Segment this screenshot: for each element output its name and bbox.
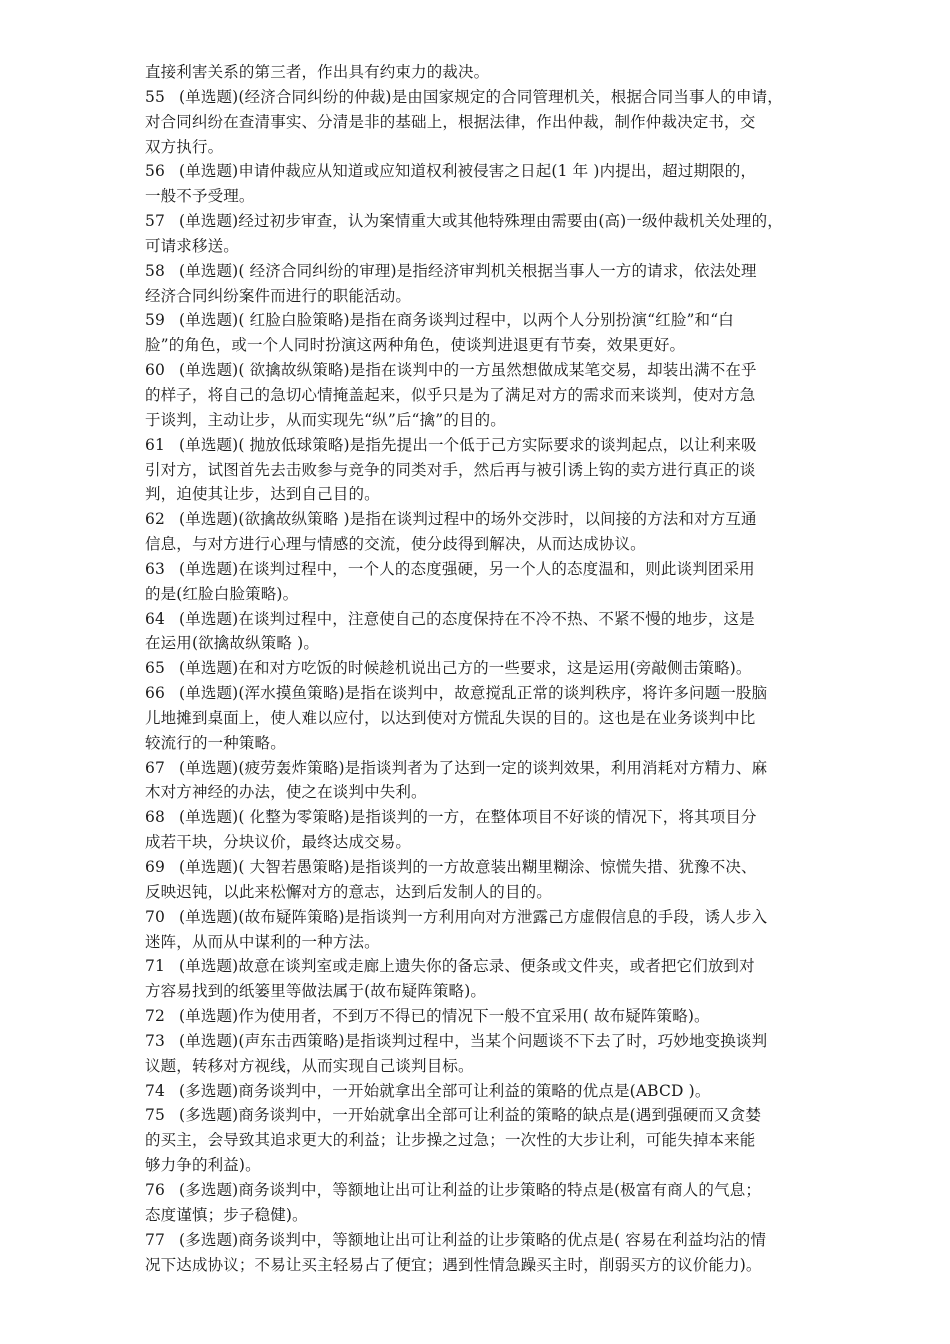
line-text: 迷阵，从而从中谋利的一种方法。 (145, 932, 380, 951)
text-line (145, 681, 815, 706)
question-item (145, 259, 815, 309)
text-line (145, 954, 815, 979)
text-line (145, 333, 815, 358)
line-text: 议题，转移对方视线，从而实现自己谈判目标。 (145, 1056, 474, 1075)
question-item (145, 308, 815, 358)
question-number: 59 (145, 311, 166, 330)
question-item (145, 1029, 815, 1079)
line-text: 引对方，试图首先去击败参与竞争的同类对手，然后再与被引诱上钩的卖方进行真正的谈 (145, 460, 756, 479)
question-number: 76 (145, 1180, 166, 1199)
text-line (145, 234, 815, 259)
line-text: 脸”的角色，或一个人同时扮演这两种角色，使谈判进退更有节奏，效果更好。 (145, 336, 686, 355)
line-text: 反映迟钝，以此来松懈对方的意志，达到后发制人的目的。 (145, 882, 552, 901)
line-text: 直接利害关系的第三者，作出具有约束力的裁决。 (145, 63, 490, 81)
line-text: 儿地摊到桌面上，使人难以应付，以达到使对方慌乱失误的目的。这也是在业务谈判中比 (145, 708, 756, 727)
line-text: (单选题)故意在谈判室或走廊上遗失你的备忘录、便条或文件夹，或者把它们放到对 (179, 957, 755, 976)
line-text: 够力争的利益)。 (145, 1156, 261, 1175)
question-number: 69 (145, 858, 166, 876)
text-line (145, 408, 815, 433)
text-line (145, 532, 815, 557)
question-item (145, 855, 815, 905)
question-number: 62 (145, 510, 166, 529)
question-number: 63 (145, 559, 166, 578)
line-text: 判，迫使其让步，达到自己目的。 (145, 485, 380, 504)
text-line (145, 1103, 815, 1128)
question-item (145, 433, 815, 508)
question-number: 71 (145, 957, 166, 976)
question-item (145, 557, 815, 607)
question-number: 75 (145, 1106, 166, 1125)
line-text: (单选题)经过初步审查，认为案情重大或其他特殊理由需要由(高)一级仲裁机关处理的， (179, 212, 783, 231)
question-item (145, 1178, 815, 1228)
text-line (145, 930, 815, 955)
line-text: (多选题)商务谈判中，等额地让出可让利益的让步策略的优点是( 容易在利益均沾的情 (179, 1230, 767, 1249)
text-line (145, 880, 815, 905)
line-text: (多选题)商务谈判中，一开始就拿出全部可让利益的策略的缺点是(遇到强硬而又贪婪 (179, 1106, 762, 1125)
text-line (145, 656, 815, 681)
text-line (145, 259, 815, 284)
line-text: 木对方神经的办法，使之在谈判中失利。 (145, 783, 427, 802)
text-line (145, 85, 815, 110)
question-number: 55 (145, 87, 166, 106)
text-line (145, 458, 815, 483)
text-line (145, 184, 815, 209)
line-text: (单选题)( 大智若愚策略)是指谈判的一方故意装出糊里糊涂、惊慌失措、犹豫不决、 (179, 858, 757, 876)
line-text: 经济合同纠纷案件而进行的职能活动。 (145, 286, 412, 305)
question-item (145, 358, 815, 433)
line-text: 较流行的一种策略。 (145, 733, 286, 752)
line-text: 于谈判，主动让步，从而实现先“纵”后“擒”的目的。 (145, 410, 506, 429)
question-item (145, 1004, 815, 1029)
line-text: 态度谨慎；步子稳健)。 (145, 1205, 308, 1224)
line-text: 可请求移送。 (145, 236, 239, 255)
question-item (145, 1079, 815, 1104)
question-number: 56 (145, 162, 166, 181)
line-text: 对合同纠纷在查清事实、分清是非的基础上，根据法律，作出仲裁，制作仲裁决定书，交 (145, 112, 756, 131)
question-item (145, 607, 815, 657)
line-text: (单选题)在谈判过程中，一个人的态度强硬，另一个人的态度温和，则此谈判团采用 (179, 559, 755, 578)
question-item (145, 656, 815, 681)
question-number: 66 (145, 684, 166, 703)
line-text: (单选题)在和对方吃饭的时候趁机说出己方的一些要求，这是运用(旁敲侧击策略)。 (179, 659, 752, 678)
question-number: 61 (145, 435, 166, 454)
line-text: (单选题)申请仲裁应从知道或应知道权利被侵害之日起(1 年 )内提出，超过期限的， (179, 162, 757, 181)
question-item (145, 60, 815, 85)
line-text: 的是(红脸白脸策略)。 (145, 584, 299, 603)
question-item (145, 209, 815, 259)
line-text: (多选题)商务谈判中，一开始就拿出全部可让利益的策略的优点是(ABCD )。 (179, 1081, 711, 1100)
line-text: 方容易找到的纸篓里等做法属于(故布疑阵策略)。 (145, 982, 487, 1001)
text-line (145, 110, 815, 135)
question-item (145, 159, 815, 209)
text-line (145, 1079, 815, 1104)
text-line (145, 1054, 815, 1079)
question-item (145, 507, 815, 557)
text-line (145, 159, 815, 184)
document-body (145, 60, 815, 1277)
text-line (145, 607, 815, 632)
text-line (145, 135, 815, 160)
line-text: (单选题)(声东击西策略)是指谈判过程中，当某个问题谈不下去了时，巧妙地变换谈判 (179, 1031, 768, 1050)
text-line (145, 1253, 815, 1278)
line-text: 双方执行。 (145, 137, 224, 156)
text-line (145, 383, 815, 408)
text-line (145, 1128, 815, 1153)
text-line (145, 1004, 815, 1029)
line-text: (单选题)( 化整为零策略)是指谈判的一方，在整体项目不好谈的情况下，将其项目分 (179, 808, 757, 827)
text-line (145, 433, 815, 458)
question-number: 67 (145, 758, 166, 777)
text-line (145, 557, 815, 582)
question-number: 64 (145, 609, 166, 628)
line-text: (单选题)(经济合同纠纷的仲裁)是由国家规定的合同管理机关，根据合同当事人的申请， (179, 87, 783, 106)
line-text: (单选题)(欲擒故纵策略 )是指在谈判过程中的场外交涉时，以间接的方法和对方互通 (179, 510, 757, 529)
line-text: 的样子，将自己的急切心情掩盖起来，似乎只是为了满足对方的需求而来谈判，使对方急 (145, 385, 756, 404)
question-number: 70 (145, 907, 166, 926)
question-item (145, 681, 815, 756)
text-line (145, 731, 815, 756)
question-number: 57 (145, 212, 166, 231)
question-number: 65 (145, 659, 166, 678)
text-line (145, 60, 815, 85)
question-number: 58 (145, 261, 166, 280)
line-text: (多选题)商务谈判中，等额地让出可让利益的让步策略的特点是(极富有商人的气息； (179, 1180, 762, 1199)
question-item (145, 1103, 815, 1178)
question-item (145, 1228, 815, 1278)
line-text: (单选题)( 欲擒故纵策略)是指在谈判中的一方虽然想做成某笔交易，却装出满不在乎 (179, 361, 757, 380)
text-line (145, 358, 815, 383)
text-line (145, 805, 815, 830)
line-text: (单选题)( 经济合同纠纷的审理)是指经济审判机关根据当事人一方的请求，依法处理 (179, 261, 757, 280)
line-text: 况下达成协议；不易让买主轻易占了便宜；遇到性情急躁买主时，削弱买方的议价能力)。 (145, 1255, 762, 1274)
text-line (145, 284, 815, 309)
question-number: 68 (145, 808, 166, 827)
line-text: 的买主，会导致其追求更大的利益；让步操之过急；一次性的大步让利，可能失掉本来能 (145, 1131, 756, 1150)
question-number: 72 (145, 1007, 166, 1026)
text-line (145, 482, 815, 507)
text-line (145, 855, 815, 880)
line-text: (单选题)( 红脸白脸策略)是指在商务谈判过程中，以两个人分别扮演“红脸”和“白 (179, 311, 734, 330)
line-text: (单选题)作为使用者，不到万不得已的情况下一般不宜采用( 故布疑阵策略)。 (179, 1007, 710, 1026)
text-line (145, 830, 815, 855)
question-item (145, 905, 815, 955)
text-line (145, 1203, 815, 1228)
text-line (145, 582, 815, 607)
line-text: (单选题)在谈判过程中，注意使自己的态度保持在不冷不热、不紧不慢的地步，这是 (179, 609, 755, 628)
line-text: (单选题)(浑水摸鱼策略)是指在谈判中，故意搅乱正常的谈判秩序，将许多问题一股脑 (179, 684, 768, 703)
question-number: 73 (145, 1031, 166, 1050)
question-item (145, 756, 815, 806)
text-line (145, 209, 815, 234)
text-line (145, 1178, 815, 1203)
text-line (145, 756, 815, 781)
line-text: 信息，与对方进行心理与情感的交流，使分歧得到解决，从而达成协议。 (145, 535, 646, 554)
text-line (145, 780, 815, 805)
line-text: 成若干块，分块议价，最终达成交易。 (145, 833, 412, 852)
text-line (145, 1228, 815, 1253)
question-number: 60 (145, 361, 166, 380)
text-line (145, 706, 815, 731)
line-text: (单选题)(故布疑阵策略)是指谈判一方利用向对方泄露己方虚假信息的手段，诱人步入 (179, 907, 768, 926)
line-text: (单选题)(疲劳轰炸策略)是指谈判者为了达到一定的谈判效果，利用消耗对方精力、麻 (179, 758, 768, 777)
question-number: 74 (145, 1081, 166, 1100)
question-item (145, 85, 815, 160)
text-line (145, 979, 815, 1004)
text-line (145, 905, 815, 930)
question-number: 77 (145, 1230, 166, 1249)
text-line (145, 1029, 815, 1054)
text-line (145, 308, 815, 333)
text-line (145, 631, 815, 656)
text-line (145, 1153, 815, 1178)
line-text: (单选题)( 抛放低球策略)是指先提出一个低于己方实际要求的谈判起点，以让利来吸 (179, 435, 757, 454)
line-text: 一般不予受理。 (145, 187, 255, 206)
question-item (145, 805, 815, 855)
line-text: 在运用(欲擒故纵策略 )。 (145, 634, 319, 653)
text-line (145, 507, 815, 532)
question-item (145, 954, 815, 1004)
